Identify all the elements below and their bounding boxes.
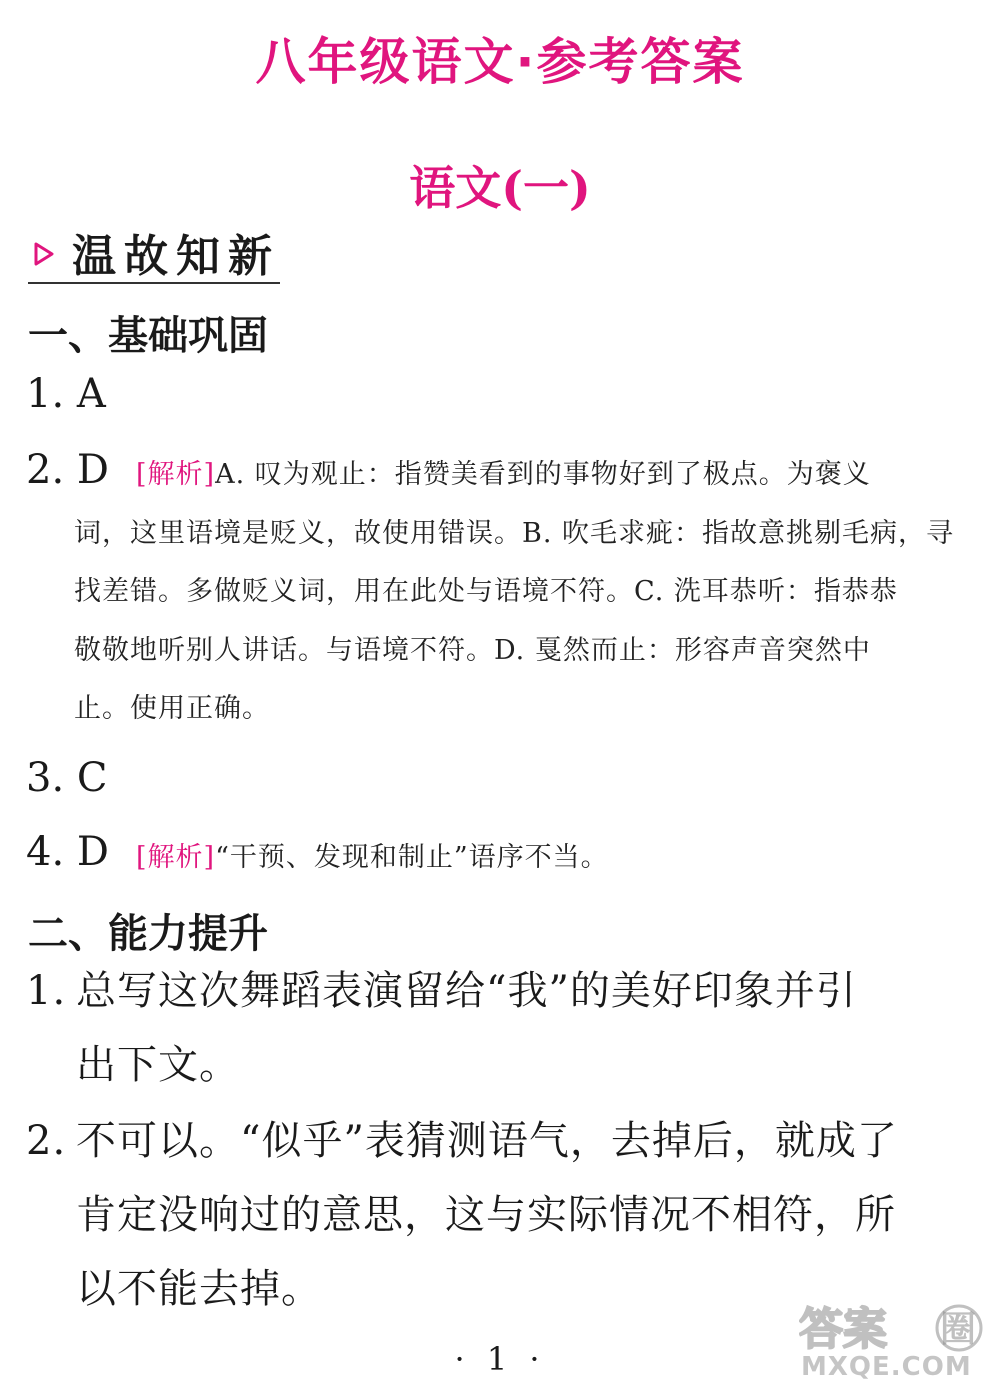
- part1-heading: 一、基础巩固: [28, 313, 268, 359]
- watermark: [795, 1300, 995, 1387]
- item-number: 1.: [26, 371, 65, 417]
- item-line: 出下文。: [76, 1042, 240, 1088]
- item-line: 以不能去掉。: [76, 1266, 322, 1312]
- section-header: [28, 218, 280, 284]
- explanation: [74, 446, 974, 739]
- page-number: · 1 ·: [454, 1340, 546, 1378]
- answer-item: [26, 372, 106, 416]
- answer-item: [26, 1104, 976, 1326]
- item-line: 不可以。“似乎”表猜测语气，去掉后，就成了: [76, 1118, 898, 1164]
- watermark-logo-icon: [799, 1300, 989, 1352]
- item-answer: C: [76, 755, 108, 801]
- explanation-line: “干预、发现和制止”语序不当。: [215, 842, 609, 873]
- watermark-url: MXQE.COM: [801, 1352, 972, 1382]
- explanation-line: A. 叹为观止：指赞美看到的事物好到了极点。为褒义: [215, 459, 871, 490]
- item-line: 总写这次舞蹈表演留给“我”的美好印象并引: [76, 968, 857, 1014]
- explanation-line: 敬敬地听别人讲话。与语境不符。D. 戛然而止：形容声音突然中: [74, 634, 871, 666]
- explanation-line: 止。使用正确。: [74, 693, 270, 724]
- item-answer: D: [76, 829, 109, 875]
- svg-text:答案: 答案: [799, 1304, 887, 1352]
- item-number: 3.: [26, 755, 65, 801]
- analysis-tag: [解析]: [136, 459, 216, 490]
- explanation-line: 找差错。多做贬义词，用在此处与语境不符。C. 洗耳恭听：指恭恭: [74, 576, 898, 607]
- unit-title: 语文(一): [409, 161, 591, 215]
- answer-item: [26, 756, 108, 800]
- explanation-line: 词，这里语境是贬义，故使用错误。B. 吹毛求疵：指故意挑剔毛病，寻: [74, 517, 955, 549]
- item-answer: A: [76, 371, 106, 417]
- item-number: 1.: [26, 968, 67, 1014]
- triangle-right-icon: [34, 242, 54, 266]
- item-line: 肯定没响过的意思，这与实际情况不相符，所: [76, 1192, 896, 1238]
- svg-text:圈: 圈: [940, 1309, 977, 1350]
- item-number: 4.: [26, 829, 65, 875]
- item-answer: D: [76, 447, 109, 493]
- item-number: 2.: [26, 447, 65, 493]
- analysis-tag: [解析]: [136, 842, 216, 873]
- item-number: 2.: [26, 1118, 67, 1164]
- explanation: [74, 829, 974, 888]
- section-label: 温故知新: [72, 231, 280, 282]
- part2-heading: 二、能力提升: [28, 911, 268, 957]
- page-title: 八年级语文·参考答案: [255, 33, 745, 91]
- answer-item: [26, 954, 976, 1102]
